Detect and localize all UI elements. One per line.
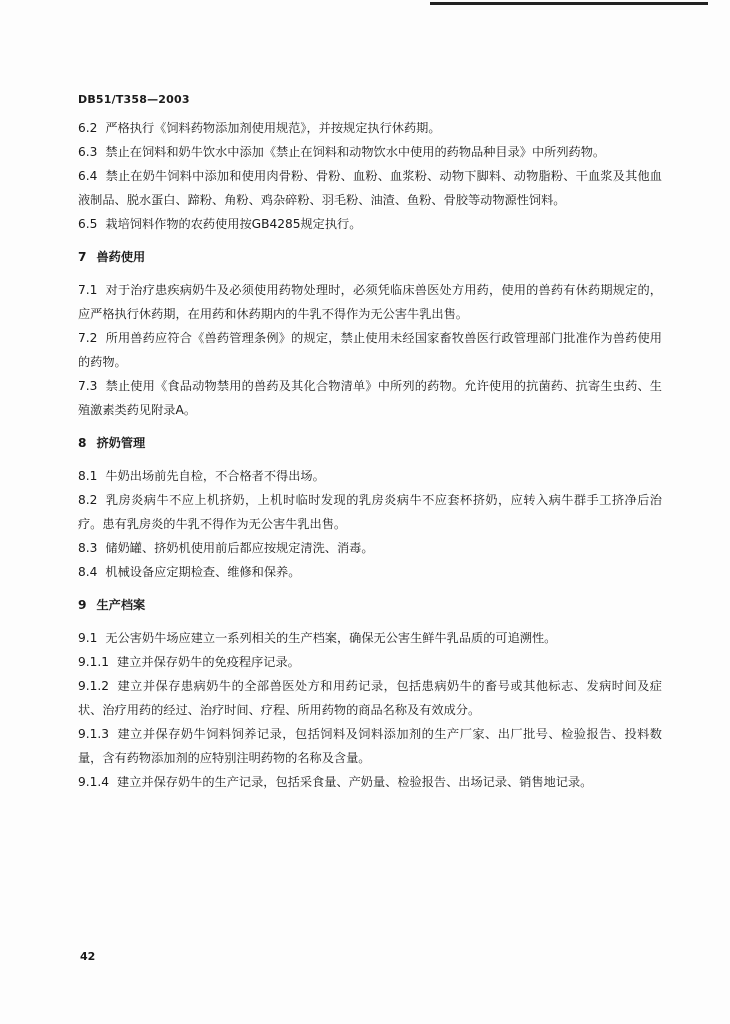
clause-6-5 xyxy=(78,212,662,236)
clause-number: 7.2 xyxy=(78,331,98,345)
clause-8-2 xyxy=(78,488,662,536)
clause-number: 8.3 xyxy=(78,541,98,555)
clause-6-2 xyxy=(78,116,662,140)
clause-text: 无公害奶牛场应建立一系列相关的生产档案，确保无公害生鲜牛乳品质的可追溯性。 xyxy=(105,631,557,645)
section-heading-7 xyxy=(78,245,662,269)
clause-number: 9.1 xyxy=(78,631,98,645)
clause-number: 8.4 xyxy=(78,565,98,579)
clause-number: 6.4 xyxy=(78,169,98,183)
clause-8-4 xyxy=(78,560,662,584)
top-rule xyxy=(430,2,708,5)
clause-text: 牛奶出场前先自检，不合格者不得出场。 xyxy=(105,469,325,483)
clause-text: 建立并保存奶牛的生产记录，包括采食量、产奶量、检验报告、出场记录、销售地记录。 xyxy=(117,775,593,789)
clause-9-1-4 xyxy=(78,770,662,794)
clause-number: 8.2 xyxy=(78,493,98,507)
clause-text: 建立并保存奶牛的免疫程序记录。 xyxy=(117,655,300,669)
section-title: 兽药使用 xyxy=(96,250,146,264)
clause-text: 乳房炎病牛不应上机挤奶，上机时临时发现的乳房炎病牛不应套杯挤奶，应转入病牛群手工挤净后治疗。患有乳房炎的牛乳不得作为无公害牛乳出售。 xyxy=(78,493,662,531)
document-body xyxy=(78,116,662,794)
clause-number: 8.1 xyxy=(78,469,98,483)
clause-number: 7.3 xyxy=(78,379,98,393)
clause-number: 9.1.3 xyxy=(78,727,110,741)
clause-9-1 xyxy=(78,626,662,650)
clause-number: 6.3 xyxy=(78,145,98,159)
clause-7-3 xyxy=(78,374,662,422)
clause-number: 9.1.1 xyxy=(78,655,110,669)
clause-text: 禁止在饲料和奶牛饮水中添加《禁止在饲料和动物饮水中使用的药物品种目录》中所列药物。 xyxy=(105,145,606,159)
section-title: 生产档案 xyxy=(96,598,146,612)
section-number: 7 xyxy=(78,250,87,264)
clause-text: 储奶罐、挤奶机使用前后都应按规定清洗、消毒。 xyxy=(105,541,374,555)
page-number: 42 xyxy=(80,950,96,963)
clause-7-1 xyxy=(78,278,662,326)
document-code: DB51/T358—2003 xyxy=(78,93,190,106)
clause-text: 建立并保存奶牛饲料饲养记录，包括饲料及饲料添加剂的生产厂家、出厂批号、检验报告、投料数量，含有药物添加剂的应特别注明药物的名称及含量。 xyxy=(78,727,662,765)
clause-number: 9.1.4 xyxy=(78,775,110,789)
clause-text: 对于治疗患疾病奶牛及必须使用药物处理时，必须凭临床兽医处方用药，使用的兽药有休药期规定的，应严格执行休药期，在用药和休药期内的牛乳不得作为无公害牛乳出售。 xyxy=(78,283,662,321)
clause-7-2 xyxy=(78,326,662,374)
clause-text: 建立并保存患病奶牛的全部兽医处方和用药记录，包括患病奶牛的畜号或其他标志、发病时间及症状、治疗用药的经过、治疗时间、疗程、所用药物的商品名称及有效成分。 xyxy=(78,679,662,717)
section-heading-9 xyxy=(78,593,662,617)
clause-text: 禁止使用《食品动物禁用的兽药及其化合物清单》中所列的药物。允许使用的抗菌药、抗寄生虫药、生殖激素类药见附录A。 xyxy=(78,379,662,417)
clause-text: 禁止在奶牛饲料中添加和使用肉骨粉、骨粉、血粉、血浆粉、动物下脚料、动物脂粉、干血浆及其他血液制品、脱水蛋白、蹄粉、角粉、鸡杂碎粉、羽毛粉、油渣、鱼粉、骨胶等动物源性饲料。 xyxy=(78,169,662,207)
clause-text: 栽培饲料作物的农药使用按GB4285规定执行。 xyxy=(105,217,362,231)
clause-number: 6.5 xyxy=(78,217,98,231)
clause-8-1 xyxy=(78,464,662,488)
section-heading-8 xyxy=(78,431,662,455)
clause-text: 所用兽药应符合《兽药管理条例》的规定，禁止使用未经国家畜牧兽医行政管理部门批准作为兽药使用的药物。 xyxy=(78,331,662,369)
clause-9-1-3 xyxy=(78,722,662,770)
clause-6-3 xyxy=(78,140,662,164)
section-title: 挤奶管理 xyxy=(96,436,146,450)
clause-text: 严格执行《饲料药物添加剂使用规范》，并按规定执行休药期。 xyxy=(105,121,441,135)
clause-8-3 xyxy=(78,536,662,560)
clause-number: 6.2 xyxy=(78,121,98,135)
clause-number: 9.1.2 xyxy=(78,679,110,693)
section-number: 8 xyxy=(78,436,87,450)
clause-9-1-2 xyxy=(78,674,662,722)
clause-6-4 xyxy=(78,164,662,212)
clause-9-1-1 xyxy=(78,650,662,674)
section-number: 9 xyxy=(78,598,87,612)
clause-number: 7.1 xyxy=(78,283,98,297)
clause-text: 机械设备应定期检查、维修和保养。 xyxy=(105,565,301,579)
